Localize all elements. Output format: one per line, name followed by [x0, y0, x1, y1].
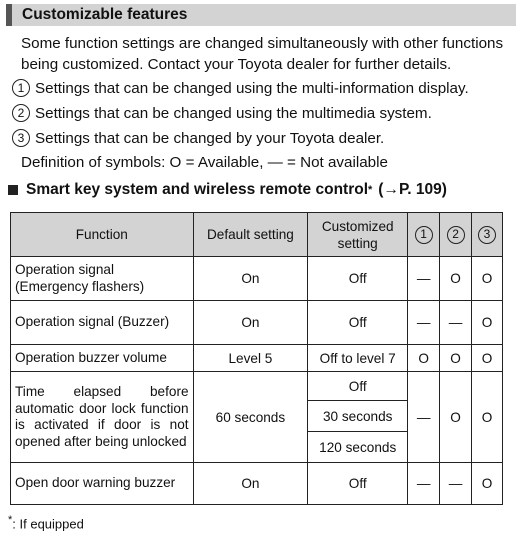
- cell-custom-option-2: 30 seconds: [308, 401, 408, 432]
- circled-number-2: 2: [447, 226, 465, 244]
- cell-col-2: —: [440, 463, 472, 505]
- cell-function: Time elapsed before automatic door lock function is activated if door is not opened after being unlocked: [11, 372, 194, 463]
- header-default: Default setting: [193, 213, 308, 257]
- cell-col-3: O: [472, 372, 503, 463]
- section-header-title: Customizable features: [22, 6, 188, 23]
- cell-function: Operation signal (Buzzer): [11, 301, 194, 345]
- cell-col-1: O: [408, 345, 440, 372]
- legend-text-1: Settings that can be changed using the multi-information display.: [35, 79, 469, 97]
- cell-col-2: O: [440, 372, 472, 463]
- header-function: Function: [11, 213, 194, 257]
- cell-col-1: —: [408, 463, 440, 505]
- footnote-star: *: [368, 184, 373, 196]
- circled-number-2: 2: [12, 104, 30, 122]
- header-col-3: [472, 213, 503, 257]
- cell-col-3: O: [472, 463, 503, 505]
- cell-default: On: [193, 463, 308, 505]
- header-col-1: [408, 213, 440, 257]
- circled-number-3: 3: [12, 129, 30, 147]
- cell-default: Level 5: [193, 345, 308, 372]
- cell-function: Operation buzzer volume: [11, 345, 194, 372]
- bullet-square-icon: [8, 185, 18, 195]
- table-row: [11, 372, 503, 401]
- header-custom: Customized setting: [308, 213, 408, 257]
- table-row: [11, 257, 503, 301]
- legend-text-3: Settings that can be changed by your Toyota dealer.: [35, 129, 385, 147]
- legend-item-1: [12, 77, 469, 99]
- cell-custom: Off: [308, 463, 408, 505]
- section-header: [6, 4, 516, 26]
- cell-custom: Off: [308, 257, 408, 301]
- legend-item-2: [12, 102, 432, 124]
- cell-col-1: —: [408, 301, 440, 345]
- page-reference-link[interactable]: (→P. 109): [378, 181, 447, 198]
- subsection-heading: [8, 181, 447, 199]
- cell-custom: Off to level 7: [308, 345, 408, 372]
- cell-col-3: O: [472, 345, 503, 372]
- legend-text-2: Settings that can be changed using the multimedia system.: [35, 104, 432, 122]
- legend-item-3: [12, 127, 384, 149]
- table-row: [11, 463, 503, 505]
- circled-number-1: 1: [415, 226, 433, 244]
- table-row: [11, 345, 503, 372]
- cell-custom: Off: [308, 301, 408, 345]
- cell-default: On: [193, 257, 308, 301]
- cell-col-2: O: [440, 257, 472, 301]
- settings-table: [10, 212, 503, 505]
- footnote: [8, 514, 84, 531]
- cell-function: Open door warning buzzer: [11, 463, 194, 505]
- cell-col-3: O: [472, 301, 503, 345]
- circled-number-1: 1: [12, 79, 30, 97]
- cell-default: On: [193, 301, 308, 345]
- intro-paragraph: Some function settings are changed simultaneously with other functions being customized. Contact your Toyota dealer for further details.: [21, 35, 504, 73]
- cell-col-1: —: [408, 257, 440, 301]
- table-header-row: [11, 213, 503, 257]
- cell-custom-option-3: 120 seconds: [308, 432, 408, 463]
- circled-number-3: 3: [478, 226, 496, 244]
- cell-col-3: O: [472, 257, 503, 301]
- table-row: [11, 301, 503, 345]
- footnote-star: *: [8, 514, 13, 526]
- cell-function: Operation signal (Emergency flashers): [11, 257, 194, 301]
- symbol-definition: Definition of symbols: O = Available, — = Not available: [21, 154, 388, 171]
- cell-col-2: O: [440, 345, 472, 372]
- cell-default: 60 seconds: [193, 372, 308, 463]
- header-col-2: [440, 213, 472, 257]
- cell-col-1: —: [408, 372, 440, 463]
- footnote-text: : If equipped: [12, 516, 84, 532]
- cell-col-2: —: [440, 301, 472, 345]
- cell-custom-option-1: Off: [308, 372, 408, 401]
- subsection-title: Smart key system and wireless remote control: [26, 181, 369, 198]
